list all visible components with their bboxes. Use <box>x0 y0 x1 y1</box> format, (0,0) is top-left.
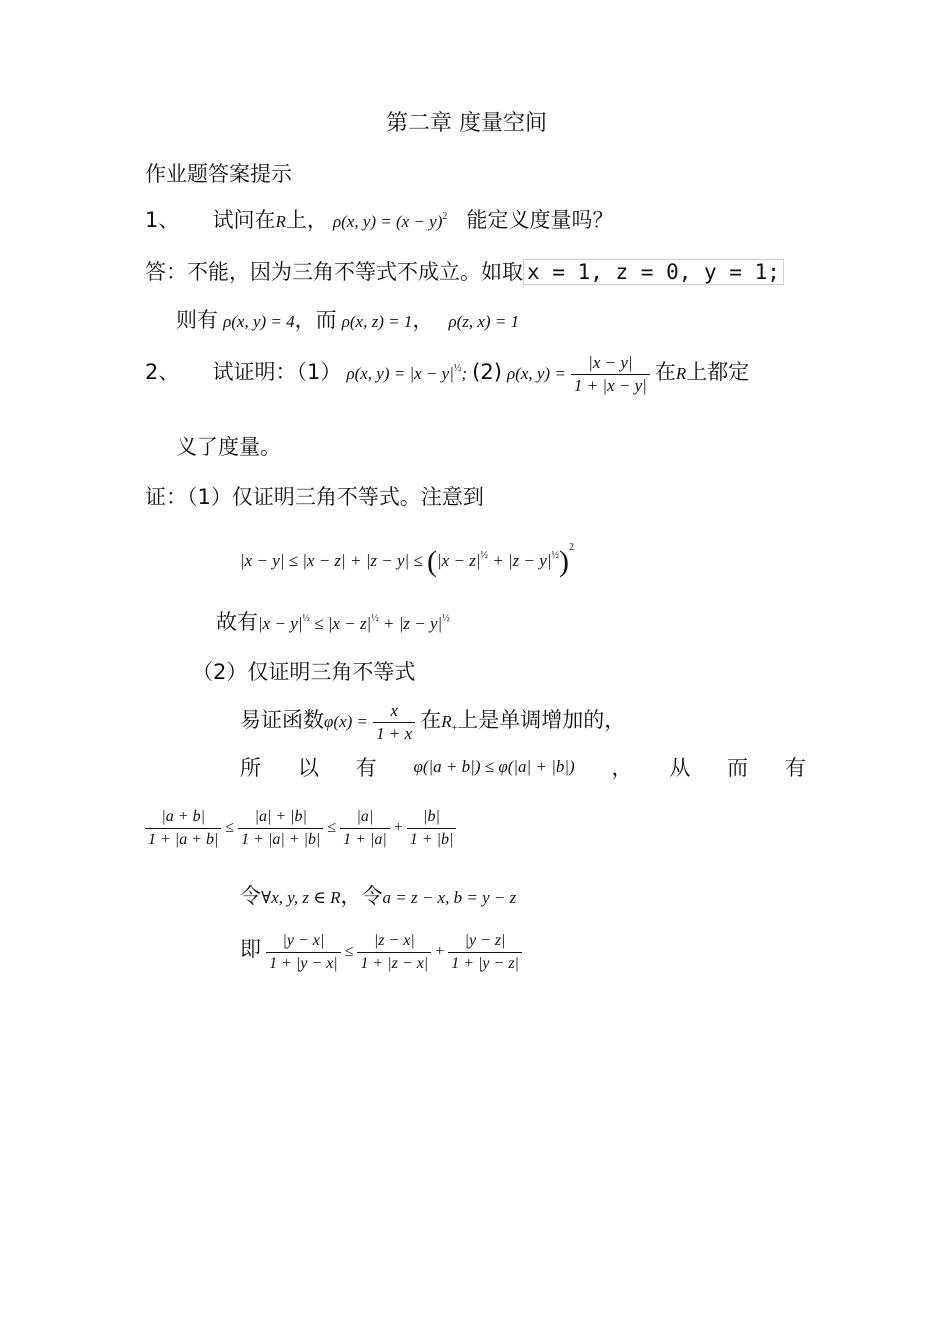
answer-1 <box>145 256 784 286</box>
numerator: |b| <box>407 806 457 829</box>
answer-text: 答：不能，因为三角不等式不成立。如取 <box>145 260 523 284</box>
question-2-continued: 义了度量。 <box>176 435 281 459</box>
denominator: 1 + |y − x| <box>269 955 338 972</box>
answer-text: ， <box>412 308 434 332</box>
proof-intro: 证：（1）仅证明三角不等式。注意到 <box>145 485 484 509</box>
proof-word: 有 <box>784 756 806 780</box>
metric-formula: ρ(x, y) = <box>507 364 566 383</box>
real-set-symbol: R <box>441 712 452 731</box>
proof-text: 令 <box>240 884 261 908</box>
hence-line <box>216 606 450 636</box>
inequality-part: |x − z| <box>437 551 481 570</box>
question-text: 上， <box>285 208 328 232</box>
denominator: 1 + |b| <box>409 831 454 848</box>
operator: + <box>393 819 403 837</box>
denominator: 1 + |a + b| <box>148 831 219 848</box>
proof-word: ， <box>611 756 633 780</box>
answer-1-line-2 <box>176 304 519 334</box>
question-text: 上都定 <box>686 360 750 384</box>
denominator: 1 + |z − x| <box>360 955 429 972</box>
let-line <box>240 880 516 910</box>
proof-word: 以 <box>297 756 319 780</box>
real-set-symbol: R <box>675 364 687 383</box>
fraction <box>145 806 221 851</box>
inequality-part: |x − y| <box>258 614 303 633</box>
fraction <box>373 700 415 745</box>
numerator: |a| <box>340 806 390 829</box>
fraction <box>238 806 323 851</box>
metric-value: ρ(z, x) = 1 <box>448 312 520 331</box>
exponent: 2 <box>568 542 574 553</box>
metric-value: ρ(x, y) = 4 <box>223 312 295 331</box>
quantifier: ∀x, y, z ∈ R <box>261 888 341 907</box>
inequality-part: + |z − y| <box>378 614 443 633</box>
question-number: 2、 <box>145 360 180 384</box>
proof-text: 即 <box>240 937 261 962</box>
question-1 <box>145 204 613 234</box>
question-text: 能定义度量吗？ <box>466 208 614 232</box>
operator: ≤ <box>344 943 354 961</box>
counterexample-box: x = 1, z = 0, y = 1; <box>523 259 784 285</box>
monotone-line <box>240 700 625 745</box>
section-heading: 作业题答案提示 <box>145 162 292 186</box>
fraction <box>448 930 522 975</box>
exponent: 2 <box>442 211 448 222</box>
numerator: |y − x| <box>266 930 341 953</box>
answer-text: 则有 <box>176 308 218 332</box>
exponent: ½ <box>453 363 462 374</box>
exponent: ½ <box>302 613 310 624</box>
denominator: 1 + |y − z| <box>451 955 519 972</box>
fraction <box>340 806 390 851</box>
exponent: ½ <box>371 613 379 624</box>
proof-word: 从 <box>669 756 691 780</box>
fraction <box>266 930 341 975</box>
proof-text: 上是单调增加的， <box>457 708 626 732</box>
question-text: 试问在 <box>212 208 276 232</box>
operator: ≤ <box>327 819 337 837</box>
separator: ; <box>461 364 468 383</box>
proof-text: 在 <box>420 708 442 732</box>
proof-part-2: （2）仅证明三角不等式 <box>192 660 416 684</box>
exponent: ½ <box>551 550 559 561</box>
denominator: 1 + |a| + |b| <box>241 831 321 848</box>
metric-value: ρ(x, z) = 1 <box>341 312 413 331</box>
denominator: 1 + |x − y| <box>573 376 647 395</box>
exponent: ½ <box>480 550 488 561</box>
fraction <box>571 352 650 397</box>
fraction-chain <box>145 806 456 851</box>
denominator: 1 + |a| <box>343 831 387 848</box>
monotone-inequality: φ(|a + b|) ≤ φ(|a| + |b|) <box>413 757 575 776</box>
so-line <box>240 752 806 782</box>
hence-text: 故有 <box>216 610 258 634</box>
part-label: (2) <box>472 360 502 384</box>
question-number: 1、 <box>145 208 180 232</box>
question-2 <box>145 352 749 397</box>
proof-text: ，令 <box>340 884 383 908</box>
denominator: 1 + x <box>376 724 413 743</box>
inequality-1 <box>240 542 574 579</box>
proof-word: 有 <box>355 756 377 780</box>
function-def: φ(x) = <box>324 712 368 731</box>
paren-close: ) <box>558 545 569 578</box>
subscript: + <box>451 723 458 734</box>
numerator: |a + b| <box>145 806 221 829</box>
proof-text: 易证函数 <box>240 708 324 732</box>
numerator: |a| + |b| <box>238 806 323 829</box>
fraction <box>357 930 431 975</box>
operator: ≤ <box>225 819 235 837</box>
answer-text: ，而 <box>294 308 337 332</box>
numerator: |z − x| <box>357 930 431 953</box>
metric-formula: ρ(x, y) = (x − y) <box>332 212 443 231</box>
inequality-part: + |z − y| <box>487 551 552 570</box>
paren-open: ( <box>427 545 437 578</box>
exponent: ½ <box>442 613 450 624</box>
fraction <box>407 806 457 851</box>
metric-formula: ρ(x, y) = |x − y| <box>346 364 454 383</box>
final-inequality <box>240 930 522 975</box>
inequality-part: |x − y| ≤ |x − z| + |z − y| ≤ <box>240 551 423 570</box>
numerator: x <box>373 700 415 723</box>
inequality-part: ≤ |x − z| <box>309 614 372 633</box>
real-set-symbol: R <box>275 212 286 231</box>
proof-word: 而 <box>727 756 749 780</box>
operator: + <box>435 943 445 961</box>
numerator: |y − z| <box>448 930 522 953</box>
question-text: 在 <box>654 360 676 384</box>
assignment: a = z − x, b = y − z <box>382 888 517 907</box>
chapter-title: 第二章 度量空间 <box>386 111 547 136</box>
numerator: |x − y| <box>571 352 650 375</box>
question-text: 试证明：（1） <box>212 360 342 384</box>
proof-word: 所 <box>240 756 261 780</box>
